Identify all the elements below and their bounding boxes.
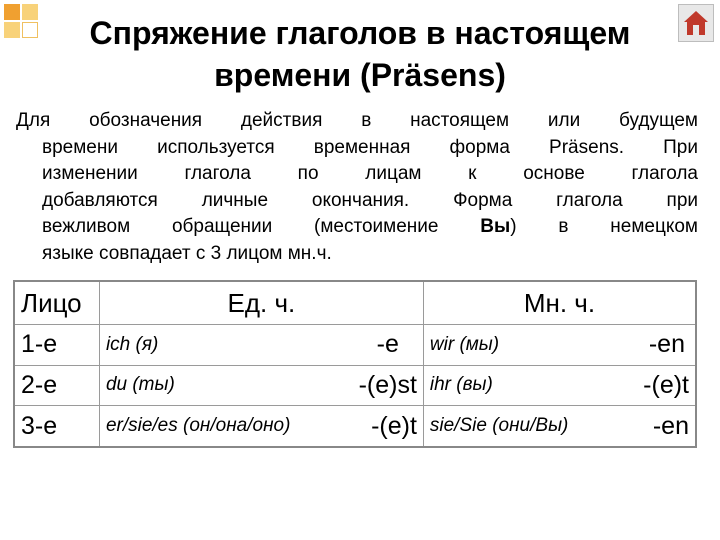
- home-button[interactable]: [678, 4, 714, 42]
- singular-cell: [99, 406, 423, 447]
- slide-title: [40, 12, 680, 96]
- decor-square-1: [4, 4, 20, 20]
- singular-cell: [99, 365, 423, 406]
- title-line-2: времени (Präsens): [214, 57, 506, 93]
- table-header-row: [14, 281, 696, 325]
- paragraph-line: времени используется временная форма Präsens. При: [42, 136, 698, 158]
- table-row: [14, 365, 696, 406]
- decor-square-3: [4, 22, 20, 38]
- singular-cell: [99, 325, 423, 366]
- singular-pronoun: ich (я): [105, 333, 159, 355]
- plural-cell: [423, 406, 696, 447]
- paragraph-line: Для обозначения действия в настоящем или будущем: [16, 110, 698, 131]
- home-icon: [682, 8, 710, 38]
- table-row: [14, 406, 696, 447]
- plural-pronoun: ihr (вы): [429, 374, 493, 396]
- header-plural: Мн. ч.: [423, 281, 696, 325]
- plural-ending: -en: [648, 330, 685, 359]
- plural-ending: -(e)t: [643, 370, 689, 399]
- singular-ending: -(e)t: [371, 411, 417, 440]
- paragraph-line: языке совпадает с 3 лицом мн.ч.: [42, 242, 332, 264]
- paragraph-text: ) в немецком: [510, 216, 698, 237]
- singular-pronoun: du (ты): [105, 374, 175, 396]
- title-line-1: Спряжение глаголов в настоящем: [89, 15, 631, 51]
- table-row: [14, 325, 696, 366]
- plural-pronoun: wir (мы): [429, 333, 500, 355]
- plural-cell: [423, 325, 696, 366]
- singular-ending: -(e)st: [358, 370, 417, 399]
- header-person: Лицо: [14, 281, 99, 325]
- person-cell: 3-е: [14, 406, 99, 447]
- plural-pronoun: sie/Sie (они/Вы): [429, 415, 569, 437]
- header-singular: Ед. ч.: [99, 281, 423, 325]
- decor-square-2: [22, 4, 38, 20]
- conjugation-table: [13, 280, 697, 448]
- paragraph-text: вежливом обращении (местоимение: [42, 216, 481, 237]
- plural-cell: [423, 365, 696, 406]
- decor-square-4: [22, 22, 38, 38]
- paragraph-line: изменении глагола по лицам к основе глагола: [42, 163, 698, 184]
- singular-pronoun: er/sie/es (он/она/оно): [105, 415, 291, 437]
- paragraph-line: добавляются личные окончания. Форма глагола при: [42, 189, 698, 211]
- person-cell: 2-е: [14, 365, 99, 406]
- person-cell: 1-е: [14, 325, 99, 366]
- singular-ending: -e: [376, 330, 399, 359]
- paragraph-line: [16, 214, 698, 241]
- description-paragraph: [16, 108, 698, 267]
- plural-ending: -en: [652, 411, 689, 440]
- paragraph-bold-pronoun: Вы: [480, 216, 511, 237]
